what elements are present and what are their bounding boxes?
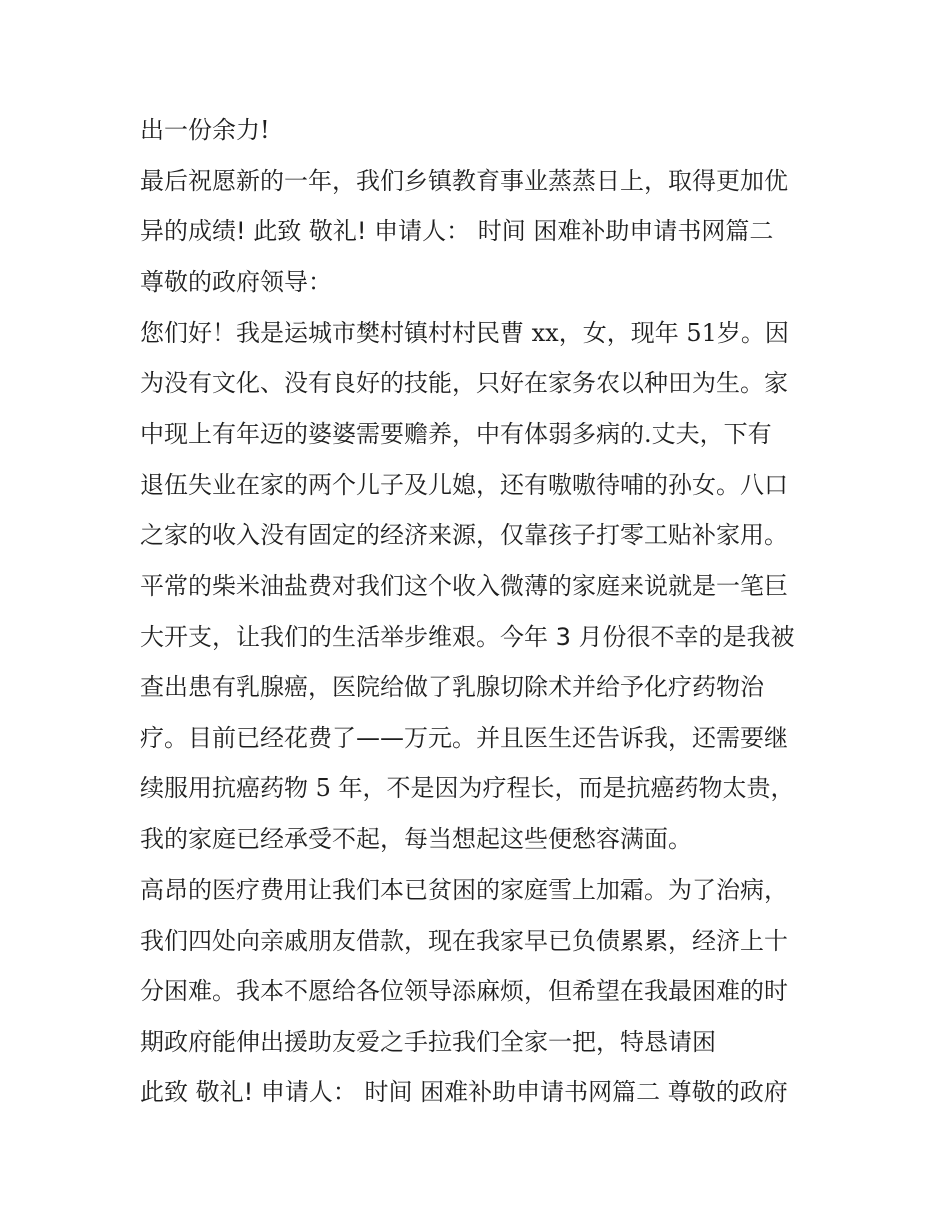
text-run: 我的家庭已经承受不起，每当想起这些便愁容满面。 xyxy=(140,825,692,853)
text-run: 续服用抗癌药物 5 年，不是因为疗程长，而是抗癌药物太贵， xyxy=(140,774,795,802)
text-run: 大开支，让我们的生活举步维艰。今年 xyxy=(140,623,556,651)
text-run: 51 xyxy=(686,319,717,347)
text-run: 尊敬的政府领导： xyxy=(140,268,332,296)
text-run: 退伍失业在家的两个儿子及儿媳，还有嗷嗷待哺的孙女。八口 xyxy=(140,471,788,499)
text-line xyxy=(140,214,820,248)
text-line xyxy=(140,518,820,552)
text-line xyxy=(140,721,820,755)
text-line xyxy=(140,1075,820,1109)
text-run: 中现上有年迈的婆婆需要赡养，中有体弱多病的. xyxy=(140,420,652,448)
text-run: 月份很不幸的是我被 xyxy=(570,623,795,651)
text-line xyxy=(140,873,820,907)
text-run: 高昂的医疗费用让我们本已贫困的家庭雪上加霜。为了治病， xyxy=(140,876,788,904)
text-line xyxy=(140,974,820,1008)
text-line xyxy=(140,113,820,147)
text-line xyxy=(140,569,820,603)
text-run: 为没有文化、没有良好的技能，只好在家务农以种田为生。家 xyxy=(140,369,788,397)
text-run: xx，女，现年 xyxy=(524,319,687,347)
text-run: 查出患有乳腺癌，医院给做了乳腺切除术并给予化疗药物治 xyxy=(140,673,764,701)
text-run: 最后祝愿新的一年，我们乡镇教育事业蒸蒸日上，取得更加优 xyxy=(140,167,788,195)
text-run: 岁。因 xyxy=(716,319,789,347)
text-run: 我们四处向亲戚朋友借款，现在我家早已负债累累，经济上十 xyxy=(140,927,788,955)
text-run: 您们好！我是运城市樊村镇村村民曹 xyxy=(140,319,524,347)
text-line xyxy=(140,924,820,958)
text-line xyxy=(140,771,820,805)
text-run: 丈夫，下有 xyxy=(651,420,772,448)
text-line xyxy=(140,822,820,856)
text-line xyxy=(140,1025,820,1059)
text-run: 申请人： 时间 困难补助申请书网篇二 xyxy=(366,217,774,245)
text-line xyxy=(140,620,820,654)
text-line xyxy=(140,468,820,502)
text-run: 3 xyxy=(555,623,571,651)
text-run: 出一份余力! xyxy=(140,116,270,144)
text-line xyxy=(140,366,820,400)
text-line xyxy=(140,417,820,451)
text-run: 此致 敬礼! xyxy=(140,1078,254,1106)
text-line xyxy=(140,265,820,299)
text-line xyxy=(140,164,820,198)
text-run: 平常的柴米油盐费对我们这个收入微薄的家庭来说就是一笔巨 xyxy=(140,572,788,600)
text-run: 之家的收入没有固定的经济来源，仅靠孩子打零工贴补家用。 xyxy=(140,521,788,549)
text-line xyxy=(140,316,820,350)
text-run: 疗。目前已经花费了——万元。并且医生还告诉我，还需要继 xyxy=(140,724,788,752)
text-run: 期政府能伸出援助友爱之手拉我们全家一把，特恳请困 xyxy=(140,1028,716,1056)
text-run: 申请人： 时间 困难补助申请书网篇二 尊敬的政府 xyxy=(253,1078,788,1106)
text-run: 异的成绩! 此致 敬礼! xyxy=(140,217,367,245)
text-line xyxy=(140,670,820,704)
text-run: 分困难。我本不愿给各位领导添麻烦，但希望在我最困难的时 xyxy=(140,977,788,1005)
